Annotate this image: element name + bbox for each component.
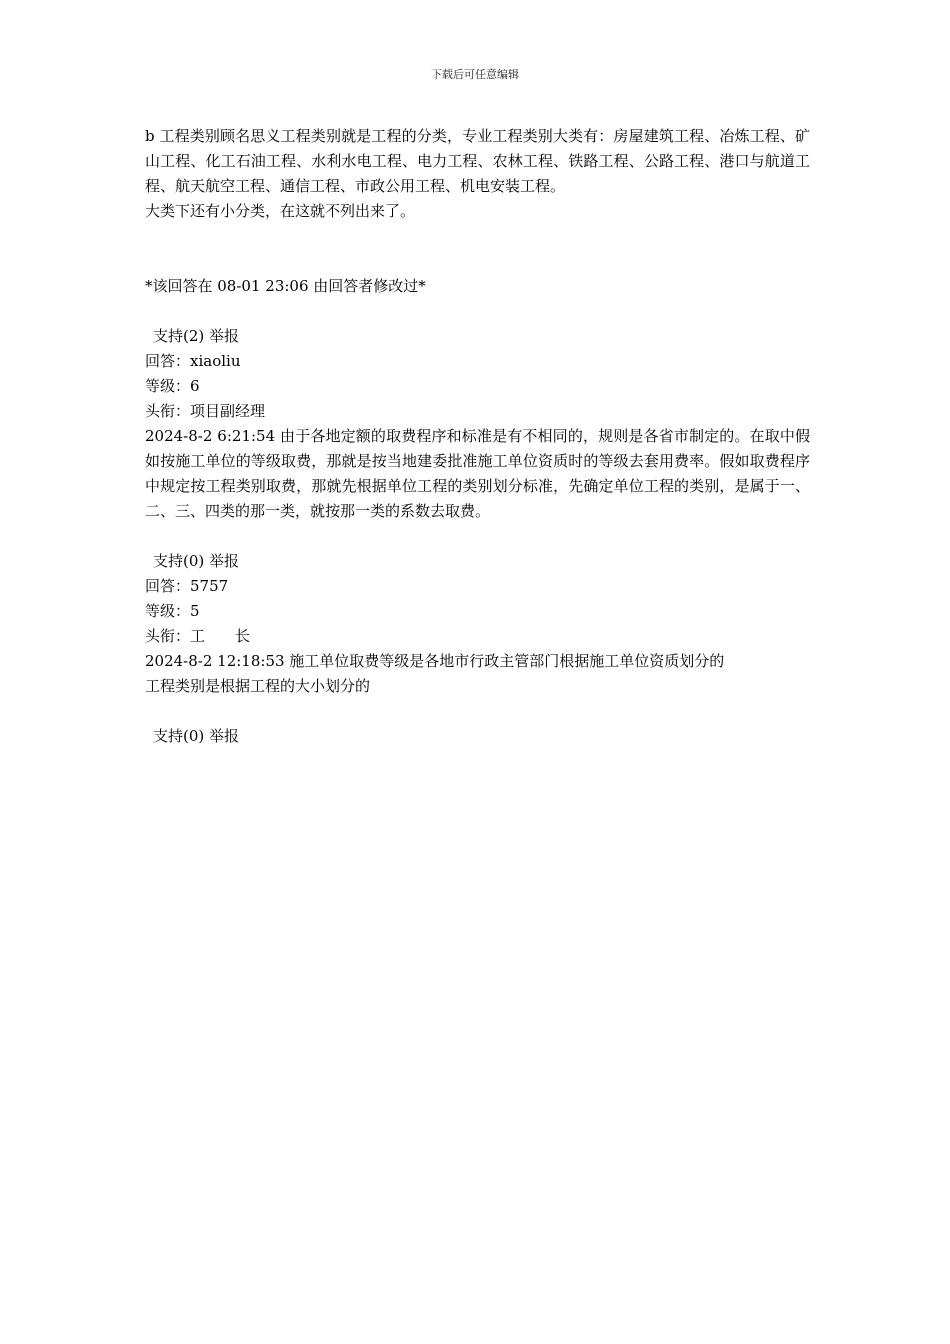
responder-name: 回答：5757 <box>145 577 229 595</box>
support-report-actions[interactable]: 支持(2) 举报 <box>153 327 240 345</box>
answer-paragraph: b 工程类别顾名思义工程类别就是工程的分类，专业工程类别大类有：房屋建筑工程、冶炼工程、矿山工程、化工石油工程、水利水电工程、电力工程、农林工程、铁路工程、公路工程、港口与航道工程、航天航空工程、通信工程、市政公用工程、机电安装工程。 <box>145 127 810 195</box>
answer-body: 工程类别是根据工程的大小划分的 <box>145 677 371 695</box>
page-header-note: 下载后可任意编辑 <box>431 68 519 81</box>
responder-name: 回答：xiaoliu <box>145 352 241 370</box>
responder-title: 头衔：项目副经理 <box>145 402 266 420</box>
responder-title: 头衔：工 长 <box>145 627 251 645</box>
responder-level: 等级：6 <box>145 377 200 395</box>
answer-paragraph: 大类下还有小分类，在这就不列出来了。 <box>145 202 416 220</box>
edit-note: *该回答在 08-01 23:06 由回答者修改过* <box>145 277 426 295</box>
support-report-actions[interactable]: 支持(0) 举报 <box>153 727 240 745</box>
answer-body: 2024-8-2 12:18:53 施工单位取费等级是各地市行政主管部门根据施工单位资质划分的 <box>145 652 725 670</box>
document-body <box>145 124 810 749</box>
responder-level: 等级：5 <box>145 602 200 620</box>
support-report-actions[interactable]: 支持(0) 举报 <box>153 552 240 570</box>
answer-body: 2024-8-2 6:21:54 由于各地定额的取费程序和标准是有不相同的，规则是各省市制定的。在取中假如按施工单位的等级取费，那就是按当地建委批准施工单位资质时的等级去套用费率。假如取费程序中规定按工程类别取费，那就先根据单位工程的类别划分标准，先确定单位工程的类别，是属于一、二、三、四类的那一类，就按那一类的系数去取费。 <box>145 427 810 520</box>
